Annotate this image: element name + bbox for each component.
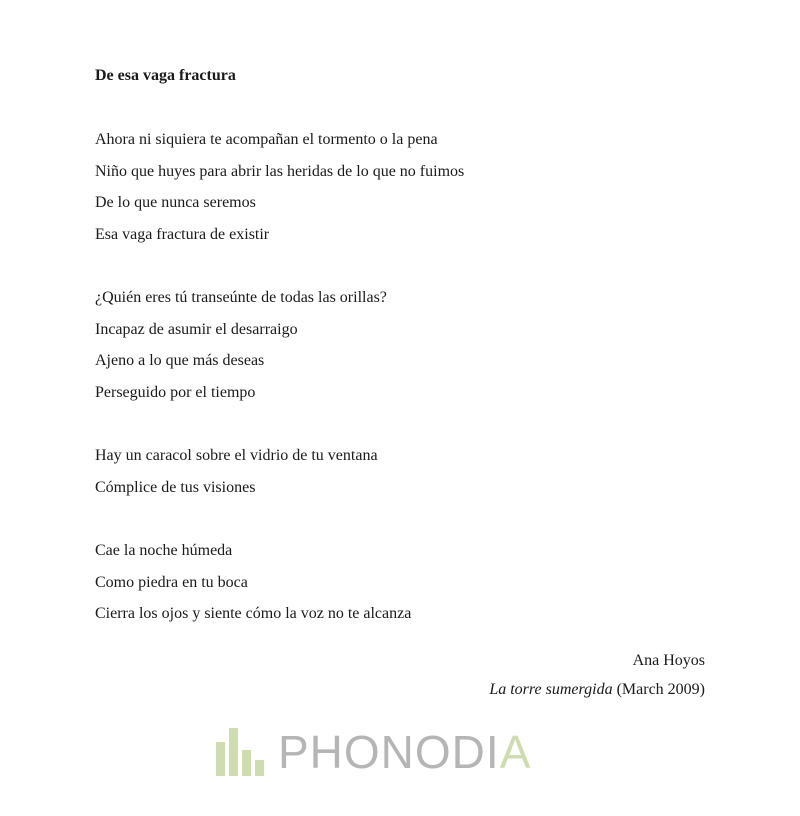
logo-text-accent: A: [499, 726, 532, 778]
logo-text-main: PHONODI: [278, 726, 500, 778]
poem-line: Perseguido por el tiempo: [95, 383, 256, 401]
stanza-3: [95, 440, 378, 503]
poem-line: Cae la noche húmeda: [95, 542, 233, 559]
book-title: La torre sumergida: [489, 681, 613, 698]
phonodia-logo: [216, 726, 531, 776]
poem-line: Niño que huyes para abrir las heridas de lo que no fuimos: [95, 162, 465, 180]
poem-line: ¿Quién eres tú transeúnte de todas las orillas?: [95, 289, 387, 306]
source-line: [489, 675, 705, 704]
poem-line: Incapaz de asumir el desarraigo: [95, 320, 298, 338]
poem-line: De lo que nunca seremos: [95, 194, 256, 212]
poem-line: Cómplice de tus visiones: [95, 478, 256, 496]
poem-line: Como piedra en tu boca: [95, 573, 248, 591]
poem-line: Ahora ni siquiera te acompañan el tormento o la pena: [95, 131, 438, 148]
author-name: Ana Hoyos: [632, 652, 705, 669]
attribution: [489, 646, 705, 704]
stanza-4: [95, 535, 411, 630]
poem-line: Cierra los ojos y siente cómo la voz no te alcanza: [95, 605, 412, 623]
poem-line: Hay un caracol sobre el vidrio de tu ventana: [95, 447, 378, 464]
bar-chart-icon: [216, 728, 266, 776]
publication-date: (March 2009): [612, 681, 705, 698]
logo-wordmark: [278, 728, 531, 776]
poem-line: Ajeno a lo que más deseas: [95, 352, 265, 370]
poem-line: Esa vaga fractura de existir: [95, 225, 270, 243]
stanza-1: [95, 124, 464, 250]
poem-title: De esa vaga fractura: [95, 67, 236, 84]
stanza-2: [95, 282, 387, 408]
